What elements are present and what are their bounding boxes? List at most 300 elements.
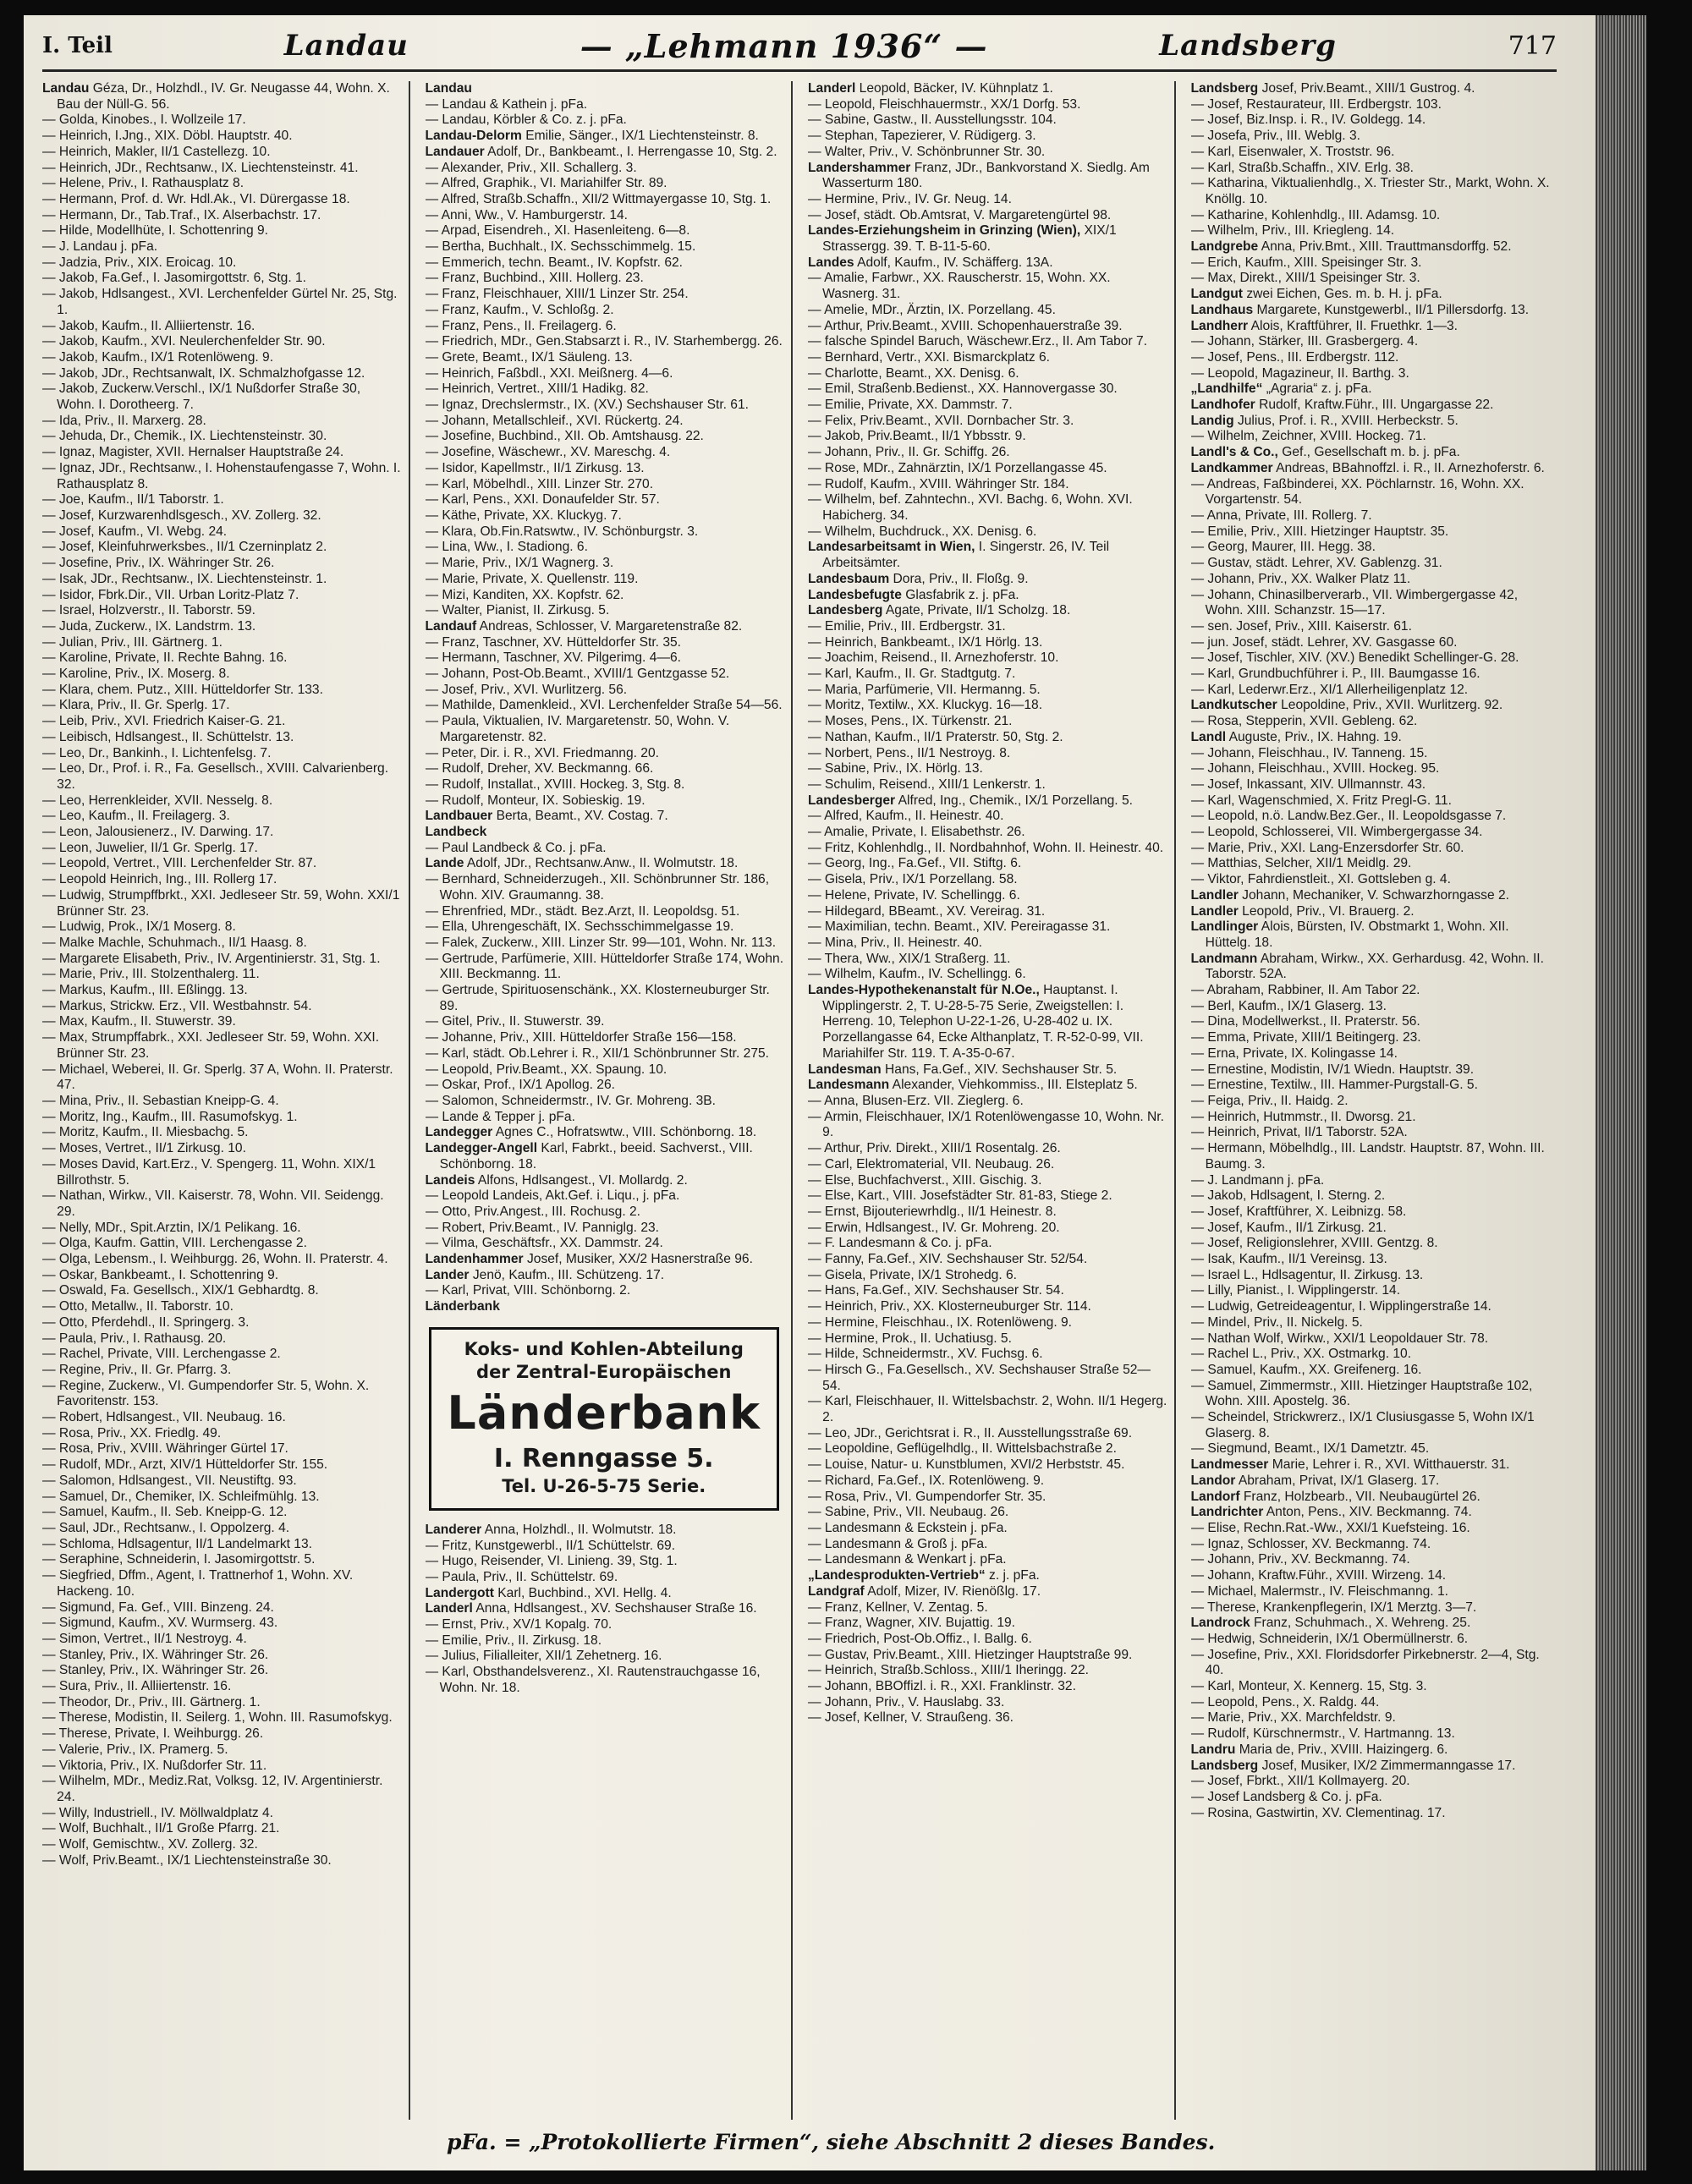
directory-entry xyxy=(1191,1806,1551,1822)
entry-details: — Joe, Kaufm., II/1 Taborstr. 1. xyxy=(42,492,224,508)
directory-entry xyxy=(1191,129,1551,145)
directory-entry xyxy=(42,1236,402,1252)
entry-details: — Paula, Priv., I. Rathausg. 20. xyxy=(42,1331,227,1346)
directory-entry xyxy=(808,271,1167,302)
entry-details: Anna, Hdlsangest., XV. Sechshauser Straße 16. xyxy=(475,1601,757,1616)
entry-surname: Landesbefugte xyxy=(808,587,902,602)
entry-details: — Marie, Priv., IX/1 Wagnerg. 3. xyxy=(425,556,614,571)
header-left-word: Landau xyxy=(283,29,409,63)
directory-entry xyxy=(808,1441,1167,1457)
directory-entry xyxy=(1191,414,1551,430)
entry-details: — Landau, Körbler & Co. z. j. pFa. xyxy=(425,112,627,128)
directory-entry xyxy=(1191,461,1551,477)
directory-entry xyxy=(1191,698,1551,714)
entry-details: — Leo, Herrenkleider, XVII. Nesselg. 8. xyxy=(42,793,273,808)
directory-entry xyxy=(426,904,785,920)
entry-details: — Jadzia, Priv., XIX. Eroicag. 10. xyxy=(42,255,237,270)
directory-entry xyxy=(808,1299,1167,1315)
entry-details: — Erich, Kaufm., XIII. Speisinger Str. 3. xyxy=(1190,255,1422,270)
directory-entry xyxy=(42,1742,402,1759)
entry-details: — Joachim, Reisend., II. Arnezhoferstr. 10. xyxy=(808,650,1059,666)
entry-details: — Matthias, Selcher, XII/1 Meidlg. 29. xyxy=(1190,856,1412,871)
entry-details: — Alexander, Priv., XII. Schallerg. 3. xyxy=(425,160,637,175)
entry-details: — Ludwig, Strumpffbrkt., XXI. Jedleseer Str. 59, Wohn. XXI/1 Brünner Str. 23. xyxy=(42,887,400,919)
entry-details: — Norbert, Pens., II/1 Nestroyg. 8. xyxy=(808,745,1011,760)
entry-surname: Landesbaum xyxy=(808,571,890,586)
directory-entry xyxy=(42,1188,402,1220)
entry-surname: Landau xyxy=(425,81,472,96)
directory-entry xyxy=(42,239,402,255)
directory-entry xyxy=(1191,271,1551,287)
directory-entry xyxy=(42,1600,402,1616)
entry-surname: Landig xyxy=(1190,413,1234,428)
entry-details: — Moses David, Kart.Erz., V. Spengerg. 11, Wohn. XIX/1 Billrothstr. 5. xyxy=(42,1156,376,1188)
entry-details: — Heinrich, Priv., XX. Klosterneuburger Str. 114. xyxy=(808,1299,1091,1314)
entry-details: — Leopold, n.ö. Landw.Bez.Ger., II. Leopoldsgasse 7. xyxy=(1190,809,1507,824)
entry-surname: Landesberg xyxy=(808,603,883,618)
directory-entry xyxy=(42,1094,402,1110)
entry-details: — Josef, Pens., III. Erdbergstr. 112. xyxy=(1190,349,1399,365)
directory-entry xyxy=(426,461,785,477)
directory-entry xyxy=(426,366,785,382)
directory-entry xyxy=(42,429,402,445)
entry-details: — Ernestine, Textilw., III. Hammer-Purgstall-G. 5. xyxy=(1190,1078,1478,1093)
entry-details: Andreas, BBahnoffzl. i. R., II. Arnezhoferstr. 6. xyxy=(1276,460,1545,475)
entry-details: — Willy, Industriell., IV. Möllwaldplatz 4. xyxy=(42,1805,273,1820)
entry-details: — Fritz, Kunstgewerbl., II/1 Schüttelstr. 69. xyxy=(425,1538,676,1553)
entry-details: Marie, Lehrer i. R., XVI. Witthauerstr. 31. xyxy=(1272,1457,1510,1473)
entry-details: — Simon, Vertret., II/1 Nestroyg. 4. xyxy=(42,1631,247,1646)
directory-entry xyxy=(1191,856,1551,872)
entry-details: — sen. Josef, Priv., XIII. Kaiserstr. 61. xyxy=(1190,618,1412,634)
entry-surname: Landkutscher xyxy=(1190,698,1277,713)
directory-entry xyxy=(1191,1141,1551,1172)
entry-details: — Leopold, Magazineur, II. Barthg. 3. xyxy=(1190,365,1409,381)
entry-details: — Leopold Heinrich, Ing., III. Rollerg 17. xyxy=(42,872,277,887)
directory-entry xyxy=(42,461,402,492)
entry-details: — Lande & Tepper j. pFa. xyxy=(425,1109,575,1124)
entry-details: — Viktor, Fahrdienstleit., XI. Gottsleben g. 4. xyxy=(1190,872,1451,887)
entry-surname: Landesman xyxy=(808,1062,882,1077)
directory-entry xyxy=(808,809,1167,825)
directory-entry xyxy=(1191,952,1551,983)
directory-entry xyxy=(42,1157,402,1188)
entry-details: z. j. pFa. xyxy=(989,1568,1040,1583)
directory-entry xyxy=(1191,1315,1551,1331)
entry-details: — Leon, Juwelier, II/1 Gr. Sperlg. 17. xyxy=(42,840,258,855)
directory-entry xyxy=(426,1649,785,1665)
entry-details: — Karl, städt. Ob.Lehrer i. R., XII/1 Schönbrunner Str. 275. xyxy=(425,1045,770,1061)
ad-line-1: Koks- und Kohlen-Abteilung xyxy=(464,1338,744,1359)
directory-entry xyxy=(808,540,1167,571)
directory-entry xyxy=(426,841,785,857)
directory-entry xyxy=(42,1774,402,1805)
directory-entry xyxy=(42,856,402,872)
entry-details: — Heinrich, Hutmmstr., II. Dworsg. 21. xyxy=(1190,1109,1416,1124)
entry-details: Franz, Schuhmach., X. Wehreng. 25. xyxy=(1254,1616,1471,1631)
entry-details: — Jakob, Priv.Beamt., II/1 Ybbsstr. 9. xyxy=(808,429,1026,444)
entry-details: — Rosa, Priv., VI. Gumpendorfer Str. 35. xyxy=(808,1489,1047,1504)
entry-surname: Landmesser xyxy=(1190,1457,1269,1473)
directory-entry xyxy=(1191,714,1551,730)
directory-entry xyxy=(1191,1283,1551,1299)
directory-entry xyxy=(1191,809,1551,825)
directory-entry xyxy=(808,350,1167,366)
directory-entry xyxy=(808,650,1167,667)
directory-entry xyxy=(1191,1473,1551,1490)
entry-details: Auguste, Priv., IX. Hahng. 19. xyxy=(1228,729,1402,744)
entry-details: — Karl, Möbelhdl., XIII. Linzer Str. 270. xyxy=(425,476,654,491)
directory-entry xyxy=(42,255,402,272)
entry-details: — Ignaz, Drechslermstr., IX. (XV.) Sechshauser Str. 61. xyxy=(425,398,749,413)
directory-entry xyxy=(426,429,785,445)
directory-entry xyxy=(426,714,785,745)
entry-details: — Ignaz, JDr., Rechtsanw., I. Hohenstaufengasse 7, Wohn. I. Rathausplatz 8. xyxy=(42,460,401,491)
entry-details: — Johann, Priv., V. Hauslabg. 33. xyxy=(808,1694,1005,1709)
directory-entry xyxy=(426,381,785,398)
directory-entry xyxy=(808,1457,1167,1473)
directory-entry xyxy=(42,1521,402,1537)
directory-entry xyxy=(426,919,785,936)
entry-details: — Israel, Holzverstr., II. Taborstr. 59. xyxy=(42,603,255,618)
directory-entry xyxy=(808,904,1167,920)
ad-address: I. Renngasse 5. xyxy=(493,1443,714,1473)
entry-surname: Landbeck xyxy=(425,825,487,840)
entry-details: Adolf, JDr., Rechtsanw.Anw., II. Wolmutstr. 18. xyxy=(466,856,739,871)
directory-entry xyxy=(1191,1299,1551,1315)
directory-entry xyxy=(426,1062,785,1078)
entry-details: — Rosa, Priv., XX. Friedlg. 49. xyxy=(42,1425,222,1440)
entry-surname: Landler xyxy=(1190,887,1239,903)
entry-details: — Rosa, Stepperin, XVII. Gebleng. 62. xyxy=(1190,714,1418,729)
entry-details: — Gustav, städt. Lehrer, XV. Gablenzg. 31. xyxy=(1190,556,1442,571)
directory-entry xyxy=(808,524,1167,541)
entry-details: — Landau & Kathein j. pFa. xyxy=(425,96,588,112)
entry-details: — Max, Strumpffabrk., XXI. Jedleseer Str. 59, Wohn. XXI. Brünner Str. 23. xyxy=(42,1030,380,1061)
directory-entry xyxy=(1191,1188,1551,1204)
entry-details: — Fanny, Fa.Gef., XIV. Sechshauser Str. 52/54. xyxy=(808,1252,1088,1267)
directory-entry xyxy=(42,841,402,857)
entry-details: — Lina, Ww., I. Stadiong. 6. xyxy=(425,540,588,555)
directory-entry xyxy=(42,1632,402,1648)
directory-entry xyxy=(808,1094,1167,1110)
directory-entry xyxy=(808,492,1167,524)
directory-entry xyxy=(426,508,785,524)
directory-entry xyxy=(42,983,402,999)
directory-entry xyxy=(1191,1774,1551,1790)
directory-entry xyxy=(1191,429,1551,445)
directory-entry xyxy=(1191,1173,1551,1189)
directory-entry xyxy=(426,445,785,461)
entry-details: — jun. Josef, städt. Lehrer, XV. Gasgasse 60. xyxy=(1190,634,1458,650)
directory-entry xyxy=(1191,572,1551,588)
entry-details: — Nelly, MDr., Spit.Arztin, IX/1 Pelikang. 16. xyxy=(42,1220,301,1235)
entry-details: — Josef, Kaufm., VI. Webg. 24. xyxy=(42,524,228,539)
directory-entry xyxy=(808,1537,1167,1553)
entry-details: — Karl, Eisenwaler, X. Troststr. 96. xyxy=(1190,144,1395,159)
entry-details: — Leopoldine, Geflügelhdlg., II. Wittelsbachstraße 2. xyxy=(808,1441,1117,1457)
entry-details: Josef, Musiker, IX/2 Zimmermanngasse 17. xyxy=(1261,1758,1516,1773)
entry-details: — Michael, Weberei, II. Gr. Sperlg. 37 A, Wohn. II. Praterstr. 47. xyxy=(42,1062,393,1093)
columns-container xyxy=(42,81,1557,2120)
entry-details: — Josef, Kellner, V. Straußeng. 36. xyxy=(808,1710,1014,1726)
directory-entry xyxy=(808,1347,1167,1363)
entry-details: Berta, Beamt., XV. Costag. 7. xyxy=(496,809,668,824)
directory-entry xyxy=(808,683,1167,699)
directory-entry xyxy=(808,777,1167,793)
directory-entry xyxy=(1191,667,1551,683)
entry-details: — Golda, Kinobes., I. Wollzeile 17. xyxy=(42,112,246,128)
directory-entry xyxy=(42,667,402,683)
entry-details: — Leib, Priv., XVI. Friedrich Kaiser-G. 21. xyxy=(42,714,286,729)
directory-entry xyxy=(1191,1030,1551,1046)
directory-entry xyxy=(808,919,1167,936)
directory-entry xyxy=(808,983,1167,1062)
directory-entry xyxy=(42,1490,402,1506)
directory-entry xyxy=(42,1410,402,1426)
entry-details: — Josef, städt. Ob.Amtsrat, V. Margaretengürtel 98. xyxy=(808,207,1112,222)
directory-entry xyxy=(426,524,785,541)
directory-entry xyxy=(1191,477,1551,508)
entry-details: Alexander, Viehkommiss., III. Elsteplatz 5. xyxy=(892,1078,1138,1093)
entry-details: — Johann, Fleischhau., XVIII. Hockeg. 95. xyxy=(1190,761,1440,776)
entry-details: — Theodor, Dr., Priv., III. Gärtnerg. 1. xyxy=(42,1694,261,1709)
entry-details: — Julian, Priv., III. Gärtnerg. 1. xyxy=(42,634,222,650)
entry-details: — Gertrude, Spirituosenschänk., XX. Klosterneuburger Str. 89. xyxy=(425,983,770,1013)
directory-entry xyxy=(1191,223,1551,239)
directory-entry xyxy=(42,1568,402,1600)
entry-details: Margarete, Kunstgewerbl., II/1 Pillersdorfg. 13. xyxy=(1256,302,1530,317)
entry-details: — Siegmund, Beamt., IX/1 Dametztr. 45. xyxy=(1190,1441,1430,1457)
entry-details: — Josefine, Priv., IX. Währinger Str. 26. xyxy=(42,556,275,571)
directory-entry xyxy=(42,650,402,667)
entry-surname: Landauer xyxy=(425,144,485,159)
directory-entry xyxy=(426,1030,785,1046)
entry-details: — Schloma, Hdlsagentur, II/1 Landelmarkt 13. xyxy=(42,1536,312,1551)
entry-surname: Landerl xyxy=(425,1601,473,1616)
entry-details: Karl, Fabrkt., beeid. Sachverst., VIII. Schönborng. 18. xyxy=(439,1141,753,1172)
page-header xyxy=(42,24,1557,68)
entry-surname: Landgrebe xyxy=(1190,239,1259,255)
entry-details: Adolf, Dr., Bankbeamt., I. Herrengasse 10, Stg. 2. xyxy=(487,144,777,159)
entry-details: Leopold, Priv., VI. Brauerg. 2. xyxy=(1242,903,1415,919)
entry-details: — Johann, Fleischhau., IV. Tanneng. 15. xyxy=(1190,745,1428,760)
entry-details: — Karoline, Private, II. Rechte Bahng. 16. xyxy=(42,650,288,666)
entry-details: — Erwin, Hdlsangest., IV. Gr. Mohreng. 20. xyxy=(808,1220,1060,1235)
directory-entry xyxy=(808,1315,1167,1331)
entry-details: — Stanley, Priv., IX. Währinger Str. 26. xyxy=(42,1663,269,1678)
directory-entry xyxy=(42,524,402,541)
directory-entry xyxy=(426,161,785,177)
entry-details: — Rudolf, Kaufm., XVIII. Währinger Str. 184. xyxy=(808,476,1069,491)
directory-entry xyxy=(42,1030,402,1062)
entry-details: — Bernhard, Vertr., XXI. Bismarckplatz 6. xyxy=(808,349,1050,365)
directory-entry xyxy=(1191,319,1551,335)
directory-entry xyxy=(42,1759,402,1775)
directory-entry xyxy=(426,1110,785,1126)
entry-details: — Therese, Private, I. Weihburgg. 26. xyxy=(42,1726,264,1742)
directory-entry xyxy=(42,1473,402,1490)
directory-entry xyxy=(42,176,402,192)
entry-details: — Amalie, Private, I. Elisabethstr. 26. xyxy=(808,825,1025,840)
entry-surname: Landerl xyxy=(808,81,856,96)
directory-entry xyxy=(426,129,785,145)
entry-details: — Leon, Jalousienerz., IV. Darwing. 17. xyxy=(42,825,274,840)
entry-surname: Landmann xyxy=(1190,951,1258,966)
entry-details: — Anna, Private, III. Rollerg. 7. xyxy=(1190,508,1372,523)
directory-entry xyxy=(42,619,402,635)
directory-entry xyxy=(42,81,402,112)
directory-entry xyxy=(1191,1441,1551,1457)
entry-details: — Ludwig, Prok., IX/1 Moserg. 8. xyxy=(42,919,236,935)
entry-details: Anna, Holzhdl., II. Wolmutstr. 18. xyxy=(484,1522,677,1537)
entry-details: — Hermann, Dr., Tab.Traf., IX. Alserbachstr. 17. xyxy=(42,207,321,222)
entry-details: — Wilhelm, Buchdruck., XX. Denisg. 6. xyxy=(808,524,1037,539)
directory-entry xyxy=(426,1539,785,1555)
directory-entry xyxy=(808,1521,1167,1537)
entry-details: — Sabine, Priv., VII. Neubaug. 26. xyxy=(808,1505,1009,1520)
directory-entry xyxy=(1191,366,1551,382)
directory-entry xyxy=(426,556,785,572)
directory-entry xyxy=(808,841,1167,857)
entry-details: — Emilie, Priv., III. Erdbergstr. 31. xyxy=(808,618,1006,634)
entry-details: — Emilie, Priv., II. Zirkusg. 18. xyxy=(425,1633,602,1648)
directory-entry xyxy=(1191,1490,1551,1506)
entry-details: — Johann, Priv., II. Gr. Schiffg. 26. xyxy=(808,445,1010,460)
directory-entry xyxy=(1191,919,1551,951)
directory-entry xyxy=(1191,1347,1551,1363)
directory-entry xyxy=(1191,1759,1551,1775)
entry-details: — Stanley, Priv., IX. Währinger Str. 26. xyxy=(42,1647,269,1662)
entry-details: Alois, Bürsten, IV. Obstmarkt 1, Wohn. XII. Hüttelg. 18. xyxy=(1205,919,1509,950)
directory-entry xyxy=(808,445,1167,461)
entry-details: — Johann, Priv., XV. Beckmanng. 74. xyxy=(1190,1552,1410,1567)
entry-surname: Landgraf xyxy=(808,1583,865,1599)
entry-details: — Carl, Elektromaterial, VII. Neubaug. 26. xyxy=(808,1156,1055,1172)
entry-details: — Oskar, Prof., IX/1 Apollog. 26. xyxy=(425,1078,615,1093)
entry-details: — Landesmann & Wenkart j. pFa. xyxy=(808,1552,1007,1567)
directory-entry xyxy=(1191,588,1551,619)
entry-surname: Landhofer xyxy=(1190,398,1255,413)
entry-details: — Israel L., Hdlsagentur, II. Zirkusg. 13. xyxy=(1190,1267,1424,1282)
entry-surname: Landkammer xyxy=(1190,460,1273,475)
column-3 xyxy=(808,81,1176,2120)
entry-details: — Johann, Chinasilberverarb., VII. Wimbergergasse 42, Wohn. XIII. Schanzstr. 15—17. xyxy=(1190,587,1519,618)
directory-entry xyxy=(42,1695,402,1711)
entry-details: Anna, Priv.Bmt., XIII. Trauttmansdorffg. 52. xyxy=(1261,239,1512,255)
entry-details: — Moses, Vertret., II/1 Zirkusg. 10. xyxy=(42,1141,246,1156)
directory-entry xyxy=(42,161,402,177)
directory-entry xyxy=(808,635,1167,651)
entry-details: Josef, Priv.Beamt., XIII/1 Gustrog. 4. xyxy=(1261,81,1475,96)
entry-details: — Amelie, MDr., Ärztin, IX. Porzellang. 45. xyxy=(808,302,1056,317)
ad-brand: Länderbank xyxy=(447,1386,761,1440)
column-1 xyxy=(42,81,410,2120)
entry-details: Alfons, Hdlsangest., VI. Mollardg. 2. xyxy=(477,1172,688,1188)
entry-details: — Mina, Priv., II. Sebastian Kneipp-G. 4. xyxy=(42,1094,279,1108)
entry-details: — Elise, Rechn.Rat.-Ww., XXI/1 Kuefsteing. 16. xyxy=(1190,1520,1470,1535)
directory-entry xyxy=(42,1537,402,1553)
entry-details: — Hugo, Reisender, VI. Linieng. 39, Stg. 1. xyxy=(425,1554,678,1569)
directory-entry xyxy=(42,508,402,524)
entry-surname: Landershammer xyxy=(808,160,911,175)
directory-entry xyxy=(42,1853,402,1869)
directory-entry xyxy=(1191,1648,1551,1679)
directory-entry xyxy=(426,1204,785,1221)
directory-entry xyxy=(42,1679,402,1695)
directory-entry xyxy=(808,129,1167,145)
directory-entry xyxy=(1191,556,1551,572)
directory-entry xyxy=(1191,540,1551,556)
directory-entry xyxy=(1191,350,1551,366)
directory-entry xyxy=(1191,1110,1551,1126)
directory-entry xyxy=(1191,524,1551,541)
directory-entry xyxy=(42,1110,402,1126)
entry-details: — Mathilde, Damenkleid., XVI. Lerchenfelder Straße 54—56. xyxy=(425,698,783,713)
directory-entry xyxy=(42,287,402,318)
entry-details: — Franz, Pens., II. Freilagerg. 6. xyxy=(425,318,617,333)
entry-surname: Landru xyxy=(1190,1742,1236,1757)
directory-entry xyxy=(1191,239,1551,255)
directory-entry xyxy=(1191,904,1551,920)
entry-details: — Hedwig, Schneiderin, IX/1 Obermüllnerstr. 6. xyxy=(1190,1631,1469,1646)
entry-details: — Jakob, Fa.Gef., I. Jasomirgottstr. 6, Stg. 1. xyxy=(42,271,306,286)
entry-details: — Moritz, Kaufm., II. Miesbachg. 5. xyxy=(42,1125,249,1140)
directory-entry xyxy=(1191,650,1551,667)
directory-entry xyxy=(42,572,402,588)
directory-entry xyxy=(426,319,785,335)
directory-entry xyxy=(42,1821,402,1837)
entry-details: — Josef, Kaufm., II/1 Zirkusg. 21. xyxy=(1190,1220,1387,1235)
directory-entry xyxy=(1191,255,1551,272)
entry-details: — Johann, Priv., XX. Walker Platz 11. xyxy=(1190,571,1411,586)
directory-entry xyxy=(808,952,1167,968)
entry-details: — Marie, Private, X. Quellenstr. 119. xyxy=(425,571,639,586)
directory-entry xyxy=(42,1426,402,1442)
directory-entry xyxy=(1191,112,1551,129)
entry-details: — Isak, JDr., Rechtsanw., IX. Liechtensteinstr. 1. xyxy=(42,571,327,586)
directory-entry xyxy=(1191,777,1551,793)
laenderbank-advertisement xyxy=(429,1327,780,1511)
entry-details: — Regine, Priv., II. Gr. Pfarrg. 3. xyxy=(42,1362,232,1377)
entry-details: — Paula, Priv., II. Schüttelstr. 69. xyxy=(425,1569,618,1584)
directory-entry xyxy=(808,1236,1167,1252)
directory-entry xyxy=(42,952,402,968)
entry-details: — Falek, Zuckerw., XIII. Linzer Str. 99—101, Wohn. Nr. 113. xyxy=(425,935,777,950)
directory-entry xyxy=(1191,1410,1551,1441)
directory-entry xyxy=(808,429,1167,445)
directory-entry xyxy=(426,667,785,683)
entry-details: — Valerie, Priv., IX. Pramerg. 5. xyxy=(42,1742,228,1757)
entry-details: — Josefine, Wäschewr., XV. Mareschg. 4. xyxy=(425,445,671,460)
directory-entry xyxy=(426,572,785,588)
entry-details: — Hildegard, BBeamt., XV. Vereirag. 31. xyxy=(808,903,1046,919)
directory-entry xyxy=(808,825,1167,841)
entry-details: — Jehuda, Dr., Chemik., IX. Liechtensteinstr. 30. xyxy=(42,429,327,444)
directory-entry xyxy=(426,793,785,809)
entry-details: — Katharina, Viktualienhdlg., X. Triester Str., Markt, Wohn. X. Knöllg. 10. xyxy=(1190,176,1550,206)
entry-details: — Siegfried, Dffm., Agent, I. Trattnerhof 1, Wohn. XV. Hackeng. 10. xyxy=(42,1568,354,1599)
directory-entry xyxy=(808,1584,1167,1600)
directory-entry xyxy=(1191,1236,1551,1252)
directory-entry xyxy=(808,1505,1167,1521)
entry-details: — Thera, Ww., XIX/1 Straßerg. 11. xyxy=(808,951,1011,966)
directory-entry xyxy=(1191,398,1551,414)
directory-entry xyxy=(1191,761,1551,777)
entry-details: — Ernestine, Modistin, IV/1 Wiedn. Hauptstr. 39. xyxy=(1190,1062,1475,1077)
entry-surname: Landl xyxy=(1190,729,1227,744)
entry-details: — Gertrude, Parfümerie, XIII. Hütteldorfer Straße 174, Wohn. XIII. Beckmanng. 11. xyxy=(425,951,784,982)
